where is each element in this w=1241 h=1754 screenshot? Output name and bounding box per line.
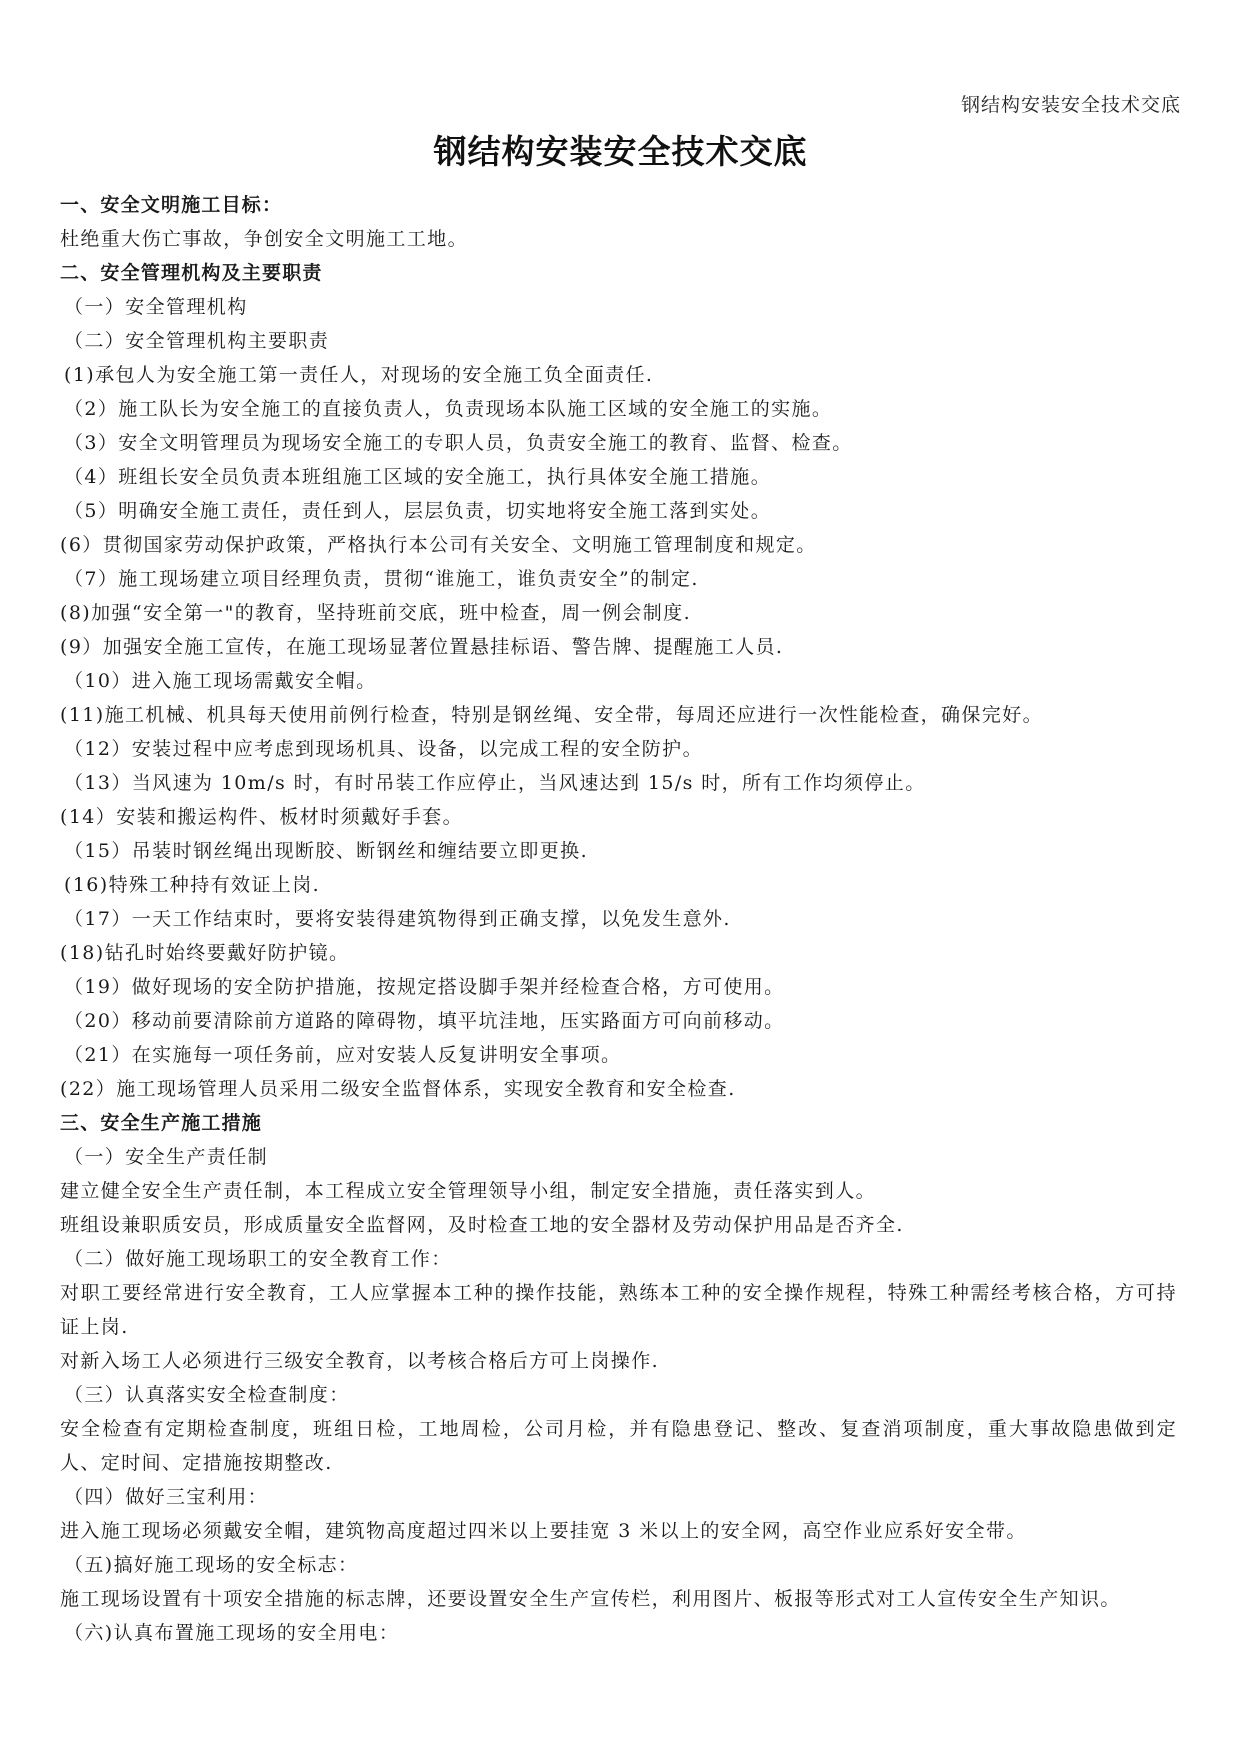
paragraph-line: （二）安全管理机构主要职责 [64, 330, 330, 352]
paragraph-line: （四）做好三宝利用： [64, 1486, 269, 1508]
paragraph-line: （7）施工现场建立项目经理负责，贯彻“谁施工，谁负责安全”的制定. [64, 568, 699, 590]
section-heading: 一、安全文明施工目标： [60, 194, 283, 216]
paragraph-line: (11)施工机械、机具每天使用前例行检查，特别是钢丝绳、安全带，每周还应进行一次性能检查，确保完好。 [60, 704, 1044, 726]
paragraph-line: （10）进入施工现场需戴安全帽。 [64, 670, 377, 692]
paragraph-line: （13）当风速为 10m/s 时，有时吊装工作应停止，当风速达到 15/s 时，所有工作均须停止。 [64, 772, 926, 794]
paragraph-line: （21）在实施每一项任务前，应对安装人反复讲明安全事项。 [64, 1044, 622, 1066]
paragraph-line: (1)承包人为安全施工第一责任人，对现场的安全施工负全面责任. [64, 364, 654, 386]
paragraph-line: （15）吊装时钢丝绳出现断胶、断钢丝和缠结要立即更换. [64, 840, 589, 862]
paragraph-line: （一）安全管理机构 [64, 296, 248, 318]
paragraph-line: 班组设兼职质安员，形成质量安全监督网，及时检查工地的安全器材及劳动保护用品是否齐全. [60, 1214, 904, 1236]
paragraph-line: 杜绝重大伤亡事故，争创安全文明施工工地。 [60, 228, 469, 250]
paragraph-line: (6）贯彻国家劳动保护政策，严格执行本公司有关安全、文明施工管理制度和规定。 [60, 534, 817, 556]
section-heading: 二、安全管理机构及主要职责 [60, 262, 323, 284]
paragraph-line: （六)认真布置施工现场的安全用电： [64, 1622, 400, 1644]
document-body [60, 188, 1177, 1650]
paragraph-line: 对职工要经常进行安全教育，工人应掌握本工种的操作技能，熟练本工种的安全操作规程，特殊工种需经考核合格，方可持证上岗. [60, 1282, 1177, 1338]
paragraph-line: （一）安全生产责任制 [64, 1146, 269, 1168]
paragraph-line: （17）一天工作结束时，要将安装得建筑物得到正确支撑，以免发生意外. [64, 908, 731, 930]
paragraph-line: （20）移动前要清除前方道路的障碍物，填平坑洼地，压实路面方可向前移动。 [64, 1010, 785, 1032]
paragraph-line: 安全检查有定期检查制度，班组日检，工地周检，公司月检，并有隐患登记、整改、复查消项制度，重大事故隐患做到定人、定时间、定措施按期整改. [60, 1418, 1177, 1474]
paragraph-line: （5）明确安全施工责任，责任到人，层层负责，切实地将安全施工落到实处。 [64, 500, 772, 522]
paragraph-line: 施工现场设置有十项安全措施的标志牌，还要设置安全生产宣传栏，利用图片、板报等形式对工人宣传安全生产知识。 [60, 1588, 1121, 1610]
paragraph-line: （12）安装过程中应考虑到现场机具、设备，以完成工程的安全防护。 [64, 738, 703, 760]
running-header: 钢结构安装安全技术交底 [960, 94, 1181, 116]
paragraph-line: （三）认真落实安全检查制度： [64, 1384, 350, 1406]
paragraph-line: 进入施工现场必须戴安全帽，建筑物高度超过四米以上要挂宽 3 米以上的安全网，高空作业应系好安全带。 [60, 1520, 1027, 1542]
paragraph-line: （2）施工队长为安全施工的直接负责人，负责现场本队施工区域的安全施工的实施。 [64, 398, 833, 420]
paragraph-line: （五)搞好施工现场的安全标志： [64, 1554, 359, 1576]
paragraph-line: 建立健全安全生产责任制，本工程成立安全管理领导小组，制定安全措施，责任落实到人。 [60, 1180, 877, 1202]
paragraph-line: (8)加强“安全第一"的教育，坚持班前交底，班中检查，周一例会制度. [60, 602, 692, 624]
paragraph-line: （4）班组长安全员负责本班组施工区域的安全施工，执行具体安全施工措施。 [64, 466, 772, 488]
paragraph-line: (16)特殊工种持有效证上岗. [64, 874, 321, 896]
paragraph-line: 对新入场工人必须进行三级安全教育，以考核合格后方可上岗操作. [60, 1350, 660, 1372]
paragraph-line: (18)钻孔时始终要戴好防护镜。 [60, 942, 350, 964]
paragraph-line: （3）安全文明管理员为现场安全施工的专职人员，负责安全施工的教育、监督、检查。 [64, 432, 853, 454]
paragraph-line: （二）做好施工现场职工的安全教育工作： [64, 1248, 452, 1270]
paragraph-line: (9）加强安全施工宣传，在施工现场显著位置悬挂标语、警告牌、提醒施工人员. [60, 636, 784, 658]
paragraph-line: (14）安装和搬运构件、板材时须戴好手套。 [60, 806, 463, 828]
paragraph-line: (22）施工现场管理人员采用二级安全监督体系，实现安全教育和安全检查. [60, 1078, 736, 1100]
page-title: 钢结构安装安全技术交底 [433, 132, 808, 171]
paragraph-line: （19）做好现场的安全防护措施，按规定搭设脚手架并经检查合格，方可使用。 [64, 976, 785, 998]
section-heading: 三、安全生产施工措施 [60, 1112, 263, 1134]
